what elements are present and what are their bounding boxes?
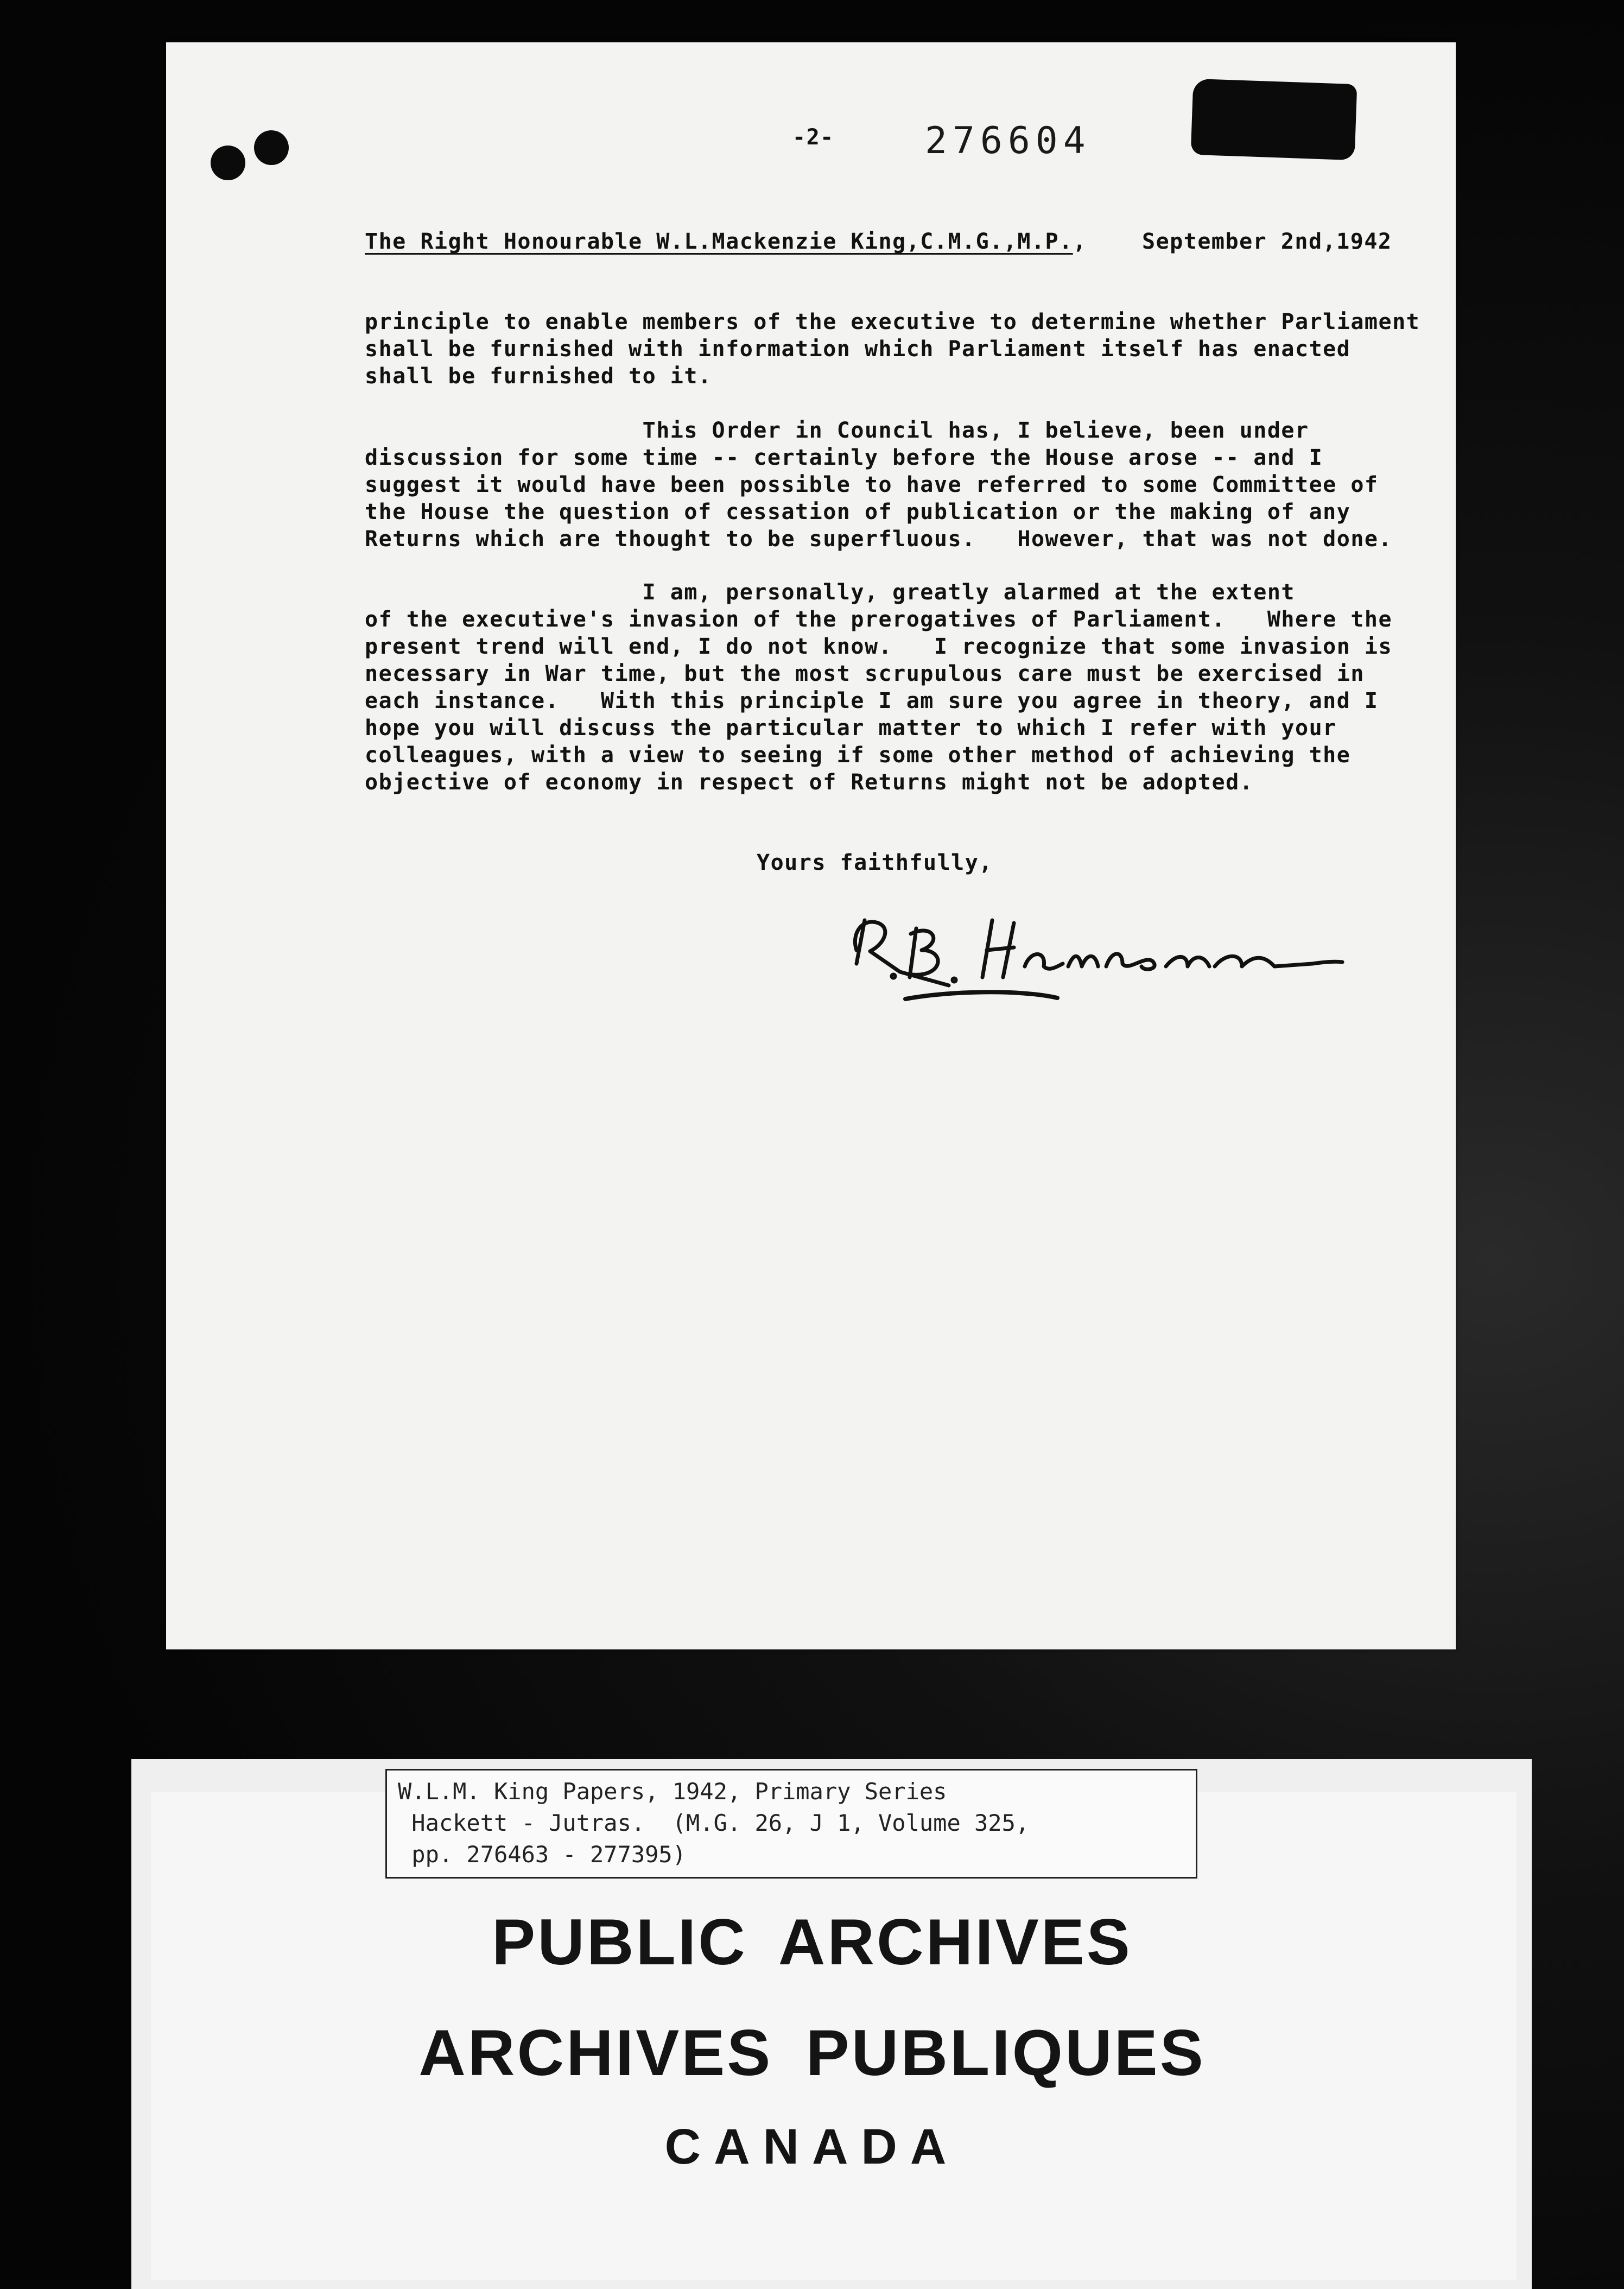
addressee-line — [365, 229, 1087, 254]
text-line: I am, personally, greatly alarmed at the extent — [365, 580, 1295, 605]
paragraph-1 — [365, 308, 1420, 390]
stamp-public-archives: PUBLIC ARCHIVES — [492, 1906, 1132, 1978]
page-number: -2- — [792, 125, 834, 150]
text-line: shall be furnished to it. — [365, 364, 712, 389]
reference-line-3: pp. 276463 - 277395) — [398, 1841, 687, 1868]
text-line: shall be furnished with information which Parliament itself has enacted — [365, 337, 1351, 362]
paragraph-3 — [365, 579, 1392, 796]
redaction-mark — [1191, 79, 1357, 160]
reference-line-2: Hackett - Jutras. (M.G. 26, J 1, Volume 325, — [398, 1810, 1030, 1836]
handwritten-signature — [840, 890, 1361, 1010]
letter-page — [166, 42, 1456, 1649]
text-line: objective of economy in respect of Returns might not be adopted. — [365, 770, 1254, 795]
addressee-suffix: , — [1073, 229, 1087, 254]
closing-salutation: Yours faithfully, — [757, 850, 993, 875]
text-line: present trend will end, I do not know. I recognize that some invasion is — [365, 634, 1393, 659]
stamp-canada: CANADA — [664, 2119, 960, 2174]
text-line: principle to enable members of the executive to determine whether Parliament — [365, 309, 1420, 334]
text-line: discussion for some time -- certainly before the House arose -- and I — [365, 445, 1323, 470]
punch-hole-left — [211, 146, 245, 180]
text-line: necessary in War time, but the most scrupulous care must be exercised in — [365, 661, 1365, 686]
text-line: Returns which are thought to be superfluous. However, that was not done. — [365, 527, 1393, 552]
letter-date: September 2nd,1942 — [1142, 229, 1392, 254]
text-line: This Order in Council has, I believe, been under — [365, 418, 1309, 443]
text-line: hope you will discuss the particular matter to which I refer with your — [365, 716, 1337, 741]
text-line: suggest it would have been possible to have referred to some Committee of — [365, 472, 1379, 497]
archive-page-number: 276604 — [925, 119, 1091, 162]
punch-hole-right — [254, 130, 289, 165]
stamp-archives-publiques: ARCHIVES PUBLIQUES — [418, 2016, 1206, 2089]
text-line: each instance. With this principle I am sure you agree in theory, and I — [365, 688, 1379, 713]
reference-line-1: W.L.M. King Papers, 1942, Primary Series — [398, 1778, 947, 1805]
text-line: the House the question of cessation of publication or the making of any — [365, 499, 1351, 524]
text-line: of the executive's invasion of the prerogatives of Parliament. Where the — [365, 607, 1393, 632]
addressee-name: The Right Honourable W.L.Mackenzie King,C.M.G.,M.P. — [365, 229, 1073, 254]
archive-reference-tag — [385, 1769, 1197, 1879]
paragraph-2 — [365, 417, 1392, 553]
text-line: colleagues, with a view to seeing if some other method of achieving the — [365, 743, 1351, 768]
